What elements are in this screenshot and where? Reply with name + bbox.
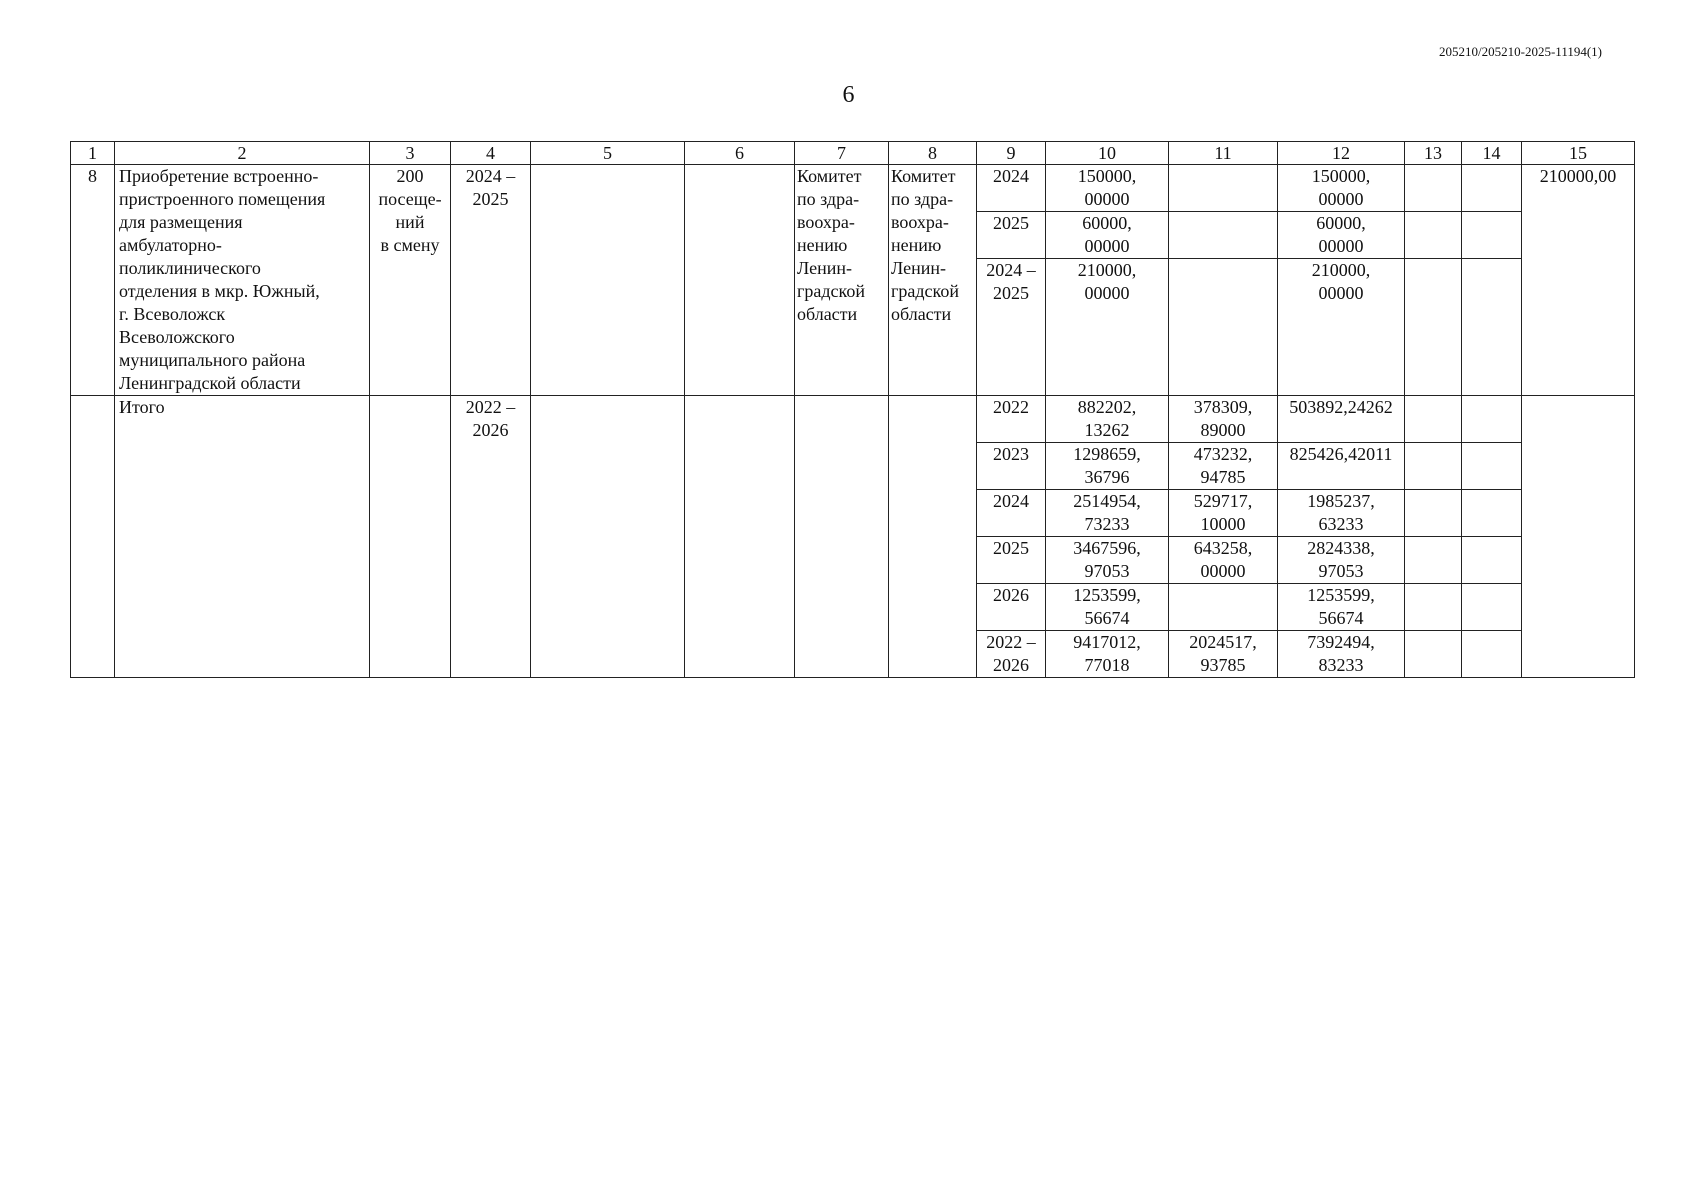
- total-row: [71, 396, 1635, 443]
- header-cell: 15: [1522, 142, 1635, 165]
- amount-total: 1298659, 36796: [1046, 443, 1169, 490]
- col14-cell: [1462, 584, 1522, 631]
- col14-cell: [1462, 259, 1522, 396]
- amount-total: 2514954, 73233: [1046, 490, 1169, 537]
- col6-cell: [685, 165, 795, 396]
- object-name: Приобретение встроенно- пристроенного помещения для размещения амбулаторно- поликлинического отделения в мкр. Южный, г. Всеволожск Всеволожского муниципального района Ленинградской области: [115, 165, 370, 396]
- amount-federal: 643258, 00000: [1169, 537, 1278, 584]
- table-row: [71, 165, 1635, 212]
- capacity: 200 посеще- ний в смену: [370, 165, 451, 396]
- total-col8: [889, 396, 977, 678]
- amount-federal: [1169, 212, 1278, 259]
- header-cell: 6: [685, 142, 795, 165]
- amount-total: 150000, 00000: [1046, 165, 1169, 212]
- header-cell: 1: [71, 142, 115, 165]
- col13-cell: [1405, 584, 1462, 631]
- header-cell: 13: [1405, 142, 1462, 165]
- budget-table: [70, 141, 1635, 678]
- customer: Комитет по здра- воохра- нению Ленин- градской области: [795, 165, 889, 396]
- amount-total: 882202, 13262: [1046, 396, 1169, 443]
- total-col15: [1522, 396, 1635, 678]
- amount-federal: [1169, 584, 1278, 631]
- amount-federal: 2024517, 93785: [1169, 631, 1278, 678]
- amount-regional: 1253599, 56674: [1278, 584, 1405, 631]
- amount-federal: 529717, 10000: [1169, 490, 1278, 537]
- year-cell: 2024: [977, 165, 1046, 212]
- col13-cell: [1405, 259, 1462, 396]
- amount-federal: 473232, 94785: [1169, 443, 1278, 490]
- header-cell: 3: [370, 142, 451, 165]
- year-cell: 2023: [977, 443, 1046, 490]
- year-cell: 2025: [977, 537, 1046, 584]
- year-cell: 2022 – 2026: [977, 631, 1046, 678]
- amount-federal: [1169, 259, 1278, 396]
- amount-total: 9417012, 77018: [1046, 631, 1169, 678]
- header-cell: 12: [1278, 142, 1405, 165]
- amount-regional: 825426,42011: [1278, 443, 1405, 490]
- header-cell: 8: [889, 142, 977, 165]
- header-cell: 10: [1046, 142, 1169, 165]
- year-cell: 2024 – 2025: [977, 259, 1046, 396]
- col14-cell: [1462, 443, 1522, 490]
- total-period: 2022 – 2026: [451, 396, 531, 678]
- amount-regional: 150000, 00000: [1278, 165, 1405, 212]
- col14-cell: [1462, 490, 1522, 537]
- row-number: 8: [71, 165, 115, 396]
- amount-regional: 60000, 00000: [1278, 212, 1405, 259]
- col14-cell: [1462, 165, 1522, 212]
- col14-cell: [1462, 537, 1522, 584]
- col13-cell: [1405, 490, 1462, 537]
- column-number-row: [71, 142, 1635, 165]
- col13-cell: [1405, 212, 1462, 259]
- total-col6: [685, 396, 795, 678]
- header-cell: 9: [977, 142, 1046, 165]
- year-cell: 2025: [977, 212, 1046, 259]
- col15-value: 210000,00: [1522, 165, 1635, 396]
- total-col7: [795, 396, 889, 678]
- col13-cell: [1405, 396, 1462, 443]
- amount-regional: 503892,24262: [1278, 396, 1405, 443]
- amount-regional: 7392494, 83233: [1278, 631, 1405, 678]
- header-cell: 14: [1462, 142, 1522, 165]
- document-reference: 205210/205210-2025-11194(1): [1439, 44, 1602, 59]
- year-cell: 2022: [977, 396, 1046, 443]
- col14-cell: [1462, 631, 1522, 678]
- amount-total: 3467596, 97053: [1046, 537, 1169, 584]
- header-cell: 4: [451, 142, 531, 165]
- header-cell: 11: [1169, 142, 1278, 165]
- total-capacity: [370, 396, 451, 678]
- col13-cell: [1405, 165, 1462, 212]
- amount-total: 1253599, 56674: [1046, 584, 1169, 631]
- col14-cell: [1462, 212, 1522, 259]
- amount-regional: 210000, 00000: [1278, 259, 1405, 396]
- header-cell: 2: [115, 142, 370, 165]
- developer: Комитет по здра- воохра- нению Ленин- градской области: [889, 165, 977, 396]
- col13-cell: [1405, 537, 1462, 584]
- col13-cell: [1405, 443, 1462, 490]
- page-number: 6: [842, 82, 855, 108]
- header-cell: 7: [795, 142, 889, 165]
- year-cell: 2026: [977, 584, 1046, 631]
- amount-federal: [1169, 165, 1278, 212]
- year-cell: 2024: [977, 490, 1046, 537]
- col5-cell: [531, 165, 685, 396]
- amount-total: 60000, 00000: [1046, 212, 1169, 259]
- amount-regional: 1985237, 63233: [1278, 490, 1405, 537]
- col13-cell: [1405, 631, 1462, 678]
- col14-cell: [1462, 396, 1522, 443]
- header-cell: 5: [531, 142, 685, 165]
- amount-federal: 378309, 89000: [1169, 396, 1278, 443]
- period: 2024 – 2025: [451, 165, 531, 396]
- total-label: Итого: [115, 396, 370, 678]
- total-col5: [531, 396, 685, 678]
- total-row-number: [71, 396, 115, 678]
- amount-regional: 2824338, 97053: [1278, 537, 1405, 584]
- amount-total: 210000, 00000: [1046, 259, 1169, 396]
